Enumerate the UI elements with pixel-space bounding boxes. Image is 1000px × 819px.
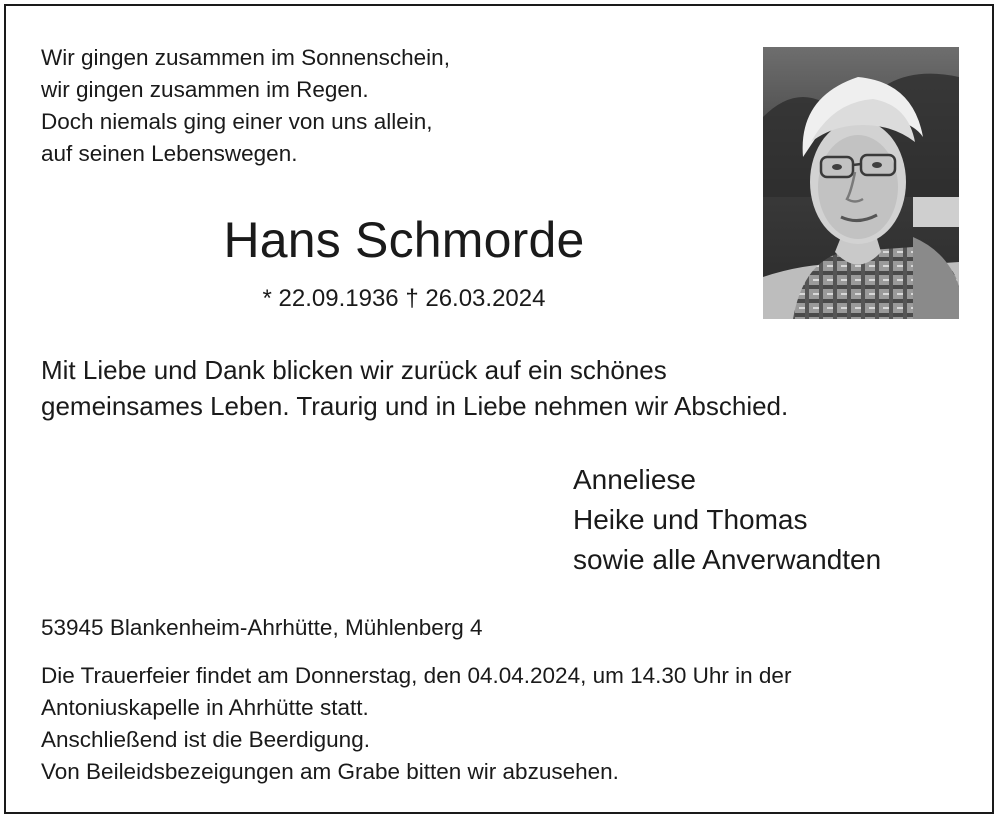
poem-line: Wir gingen zusammen im Sonnenschein, (41, 45, 450, 70)
memorial-poem (41, 42, 450, 170)
funeral-line: Die Trauerfeier findet am Donnerstag, den 04.04.2024, um 14.30 Uhr in der (41, 663, 792, 688)
funeral-line: Anschließend ist die Beerdigung. (41, 727, 370, 752)
poem-line: auf seinen Lebenswegen. (41, 141, 298, 166)
mourner-name: Heike und Thomas (573, 504, 808, 535)
funeral-line: Antoniuskapelle in Ahrhütte statt. (41, 695, 369, 720)
deceased-name: Hans Schmorde (223, 212, 585, 268)
life-dates: * 22.09.1936 † 26.03.2024 (262, 285, 546, 312)
poem-line: Doch niemals ging einer von uns allein, (41, 109, 433, 134)
tribute-line: gemeinsames Leben. Traurig und in Liebe nehmen wir Abschied. (41, 391, 789, 421)
mourner-name: sowie alle Anverwandten (573, 544, 882, 575)
poem-line: wir gingen zusammen im Regen. (41, 77, 369, 102)
funeral-line: Von Beileidsbezeigungen am Grabe bitten wir abzusehen. (41, 759, 619, 784)
mourner-name: Anneliese (573, 464, 696, 495)
funeral-details (41, 660, 791, 788)
family-address: 53945 Blankenheim-Ahrhütte, Mühlenberg 4 (41, 615, 483, 640)
mourners-list (573, 460, 881, 580)
tribute-line: Mit Liebe und Dank blicken wir zurück auf ein schönes (41, 355, 667, 385)
portrait-photo (763, 47, 959, 319)
tribute-text (41, 352, 788, 424)
